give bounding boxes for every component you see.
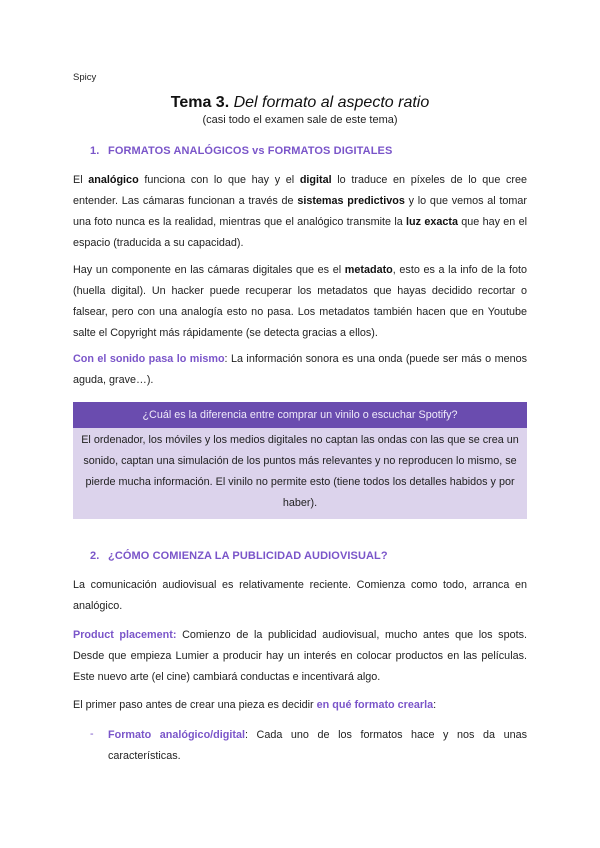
section-1-paragraph-3 xyxy=(73,349,527,391)
page-subtitle: (casi todo el examen sale de este tema) xyxy=(202,114,398,126)
text: Hay un componente en las cámaras digitales que es el xyxy=(73,264,345,276)
text: El xyxy=(73,174,89,186)
bold-term: sistemas predictivos xyxy=(297,195,405,207)
author-label: Spicy xyxy=(73,72,97,83)
bullet-item-format xyxy=(108,725,527,767)
highlight-term: en qué formato crearla xyxy=(316,699,434,711)
section-1-number: 1. xyxy=(90,145,100,157)
text: lo traduce en píxeles de lo que cree entender. Las cámaras funcionan a través de xyxy=(73,174,527,207)
section-1-paragraph-1 xyxy=(73,170,527,254)
text: : Cada uno de los formatos hace y nos da unas características. xyxy=(108,729,527,762)
bold-term: digital xyxy=(299,174,332,186)
title-bold: Tema 3. xyxy=(170,94,230,111)
section-1-title: FORMATOS ANALÓGICOS vs FORMATOS DIGITALES xyxy=(108,145,393,157)
highlight-lead: Formato analógico/digital xyxy=(108,729,245,741)
text: y lo que vemos al tomar una foto nunca es la realidad, mientras que el analógico transmite la xyxy=(73,195,527,228)
callout-question: ¿Cuál es la diferencia entre comprar un vinilo o escuchar Spotify? xyxy=(73,402,527,428)
section-2-heading xyxy=(90,550,388,562)
highlight-lead: Product placement: xyxy=(73,629,177,641)
text: , esto es a la info de la foto (huella digital). Un hacker puede recuperar los metadatos que hayas decidido recortar o falsear, pero con una analogía esto no pasa. Los metadatos también hacen que en Youtube salte el Copyright más rápidamente (se detecta gracias a ellos). xyxy=(73,264,527,339)
text: El primer paso antes de crear una pieza es decidir xyxy=(73,699,317,711)
highlight-lead: Con el sonido pasa lo mismo xyxy=(73,353,225,365)
callout-answer: El ordenador, los móviles y los medios digitales no captan las ondas con las que se crea un sonido, captan una simulación de los puntos más relevantes y no reproducen lo mismo, se pierde mucha información. El vinilo no permite esto (tiene todos los detalles habidos y por haber). xyxy=(73,428,527,519)
text: funciona con lo que hay y el xyxy=(138,174,300,186)
text: : xyxy=(433,699,437,711)
section-2-number: 2. xyxy=(90,550,100,562)
section-1-paragraph-2 xyxy=(73,260,527,344)
section-2-paragraph-1: La comunicación audiovisual es relativamente reciente. Comienza como todo, arranca en analógico. xyxy=(73,579,527,612)
page-title xyxy=(0,94,600,112)
section-2-paragraph-3 xyxy=(73,695,527,716)
bullet-marker: - xyxy=(90,728,94,740)
section-2-title: ¿CÓMO COMIENZA LA PUBLICIDAD AUDIOVISUAL? xyxy=(108,550,388,562)
bold-term: metadato xyxy=(344,264,393,276)
text: que hay en el espacio (traducida a su capacidad). xyxy=(73,216,527,249)
text: : La información sonora es una onda (puede ser más o menos aguda, grave…). xyxy=(73,353,527,386)
text: Comienzo de la publicidad audiovisual, mucho antes que los spots. Desde que empieza Lumier a producir hay un interés en colocar productos en las películas. Este nuevo arte (el cine) cambiará conductas e incentivará algo. xyxy=(73,629,527,683)
bold-term: luz exacta xyxy=(406,216,458,228)
section-1-heading xyxy=(90,145,392,157)
section-2-paragraph-2 xyxy=(73,625,527,688)
title-italic: Del formato al aspecto ratio xyxy=(233,94,430,111)
bold-term: analógico xyxy=(88,174,139,186)
